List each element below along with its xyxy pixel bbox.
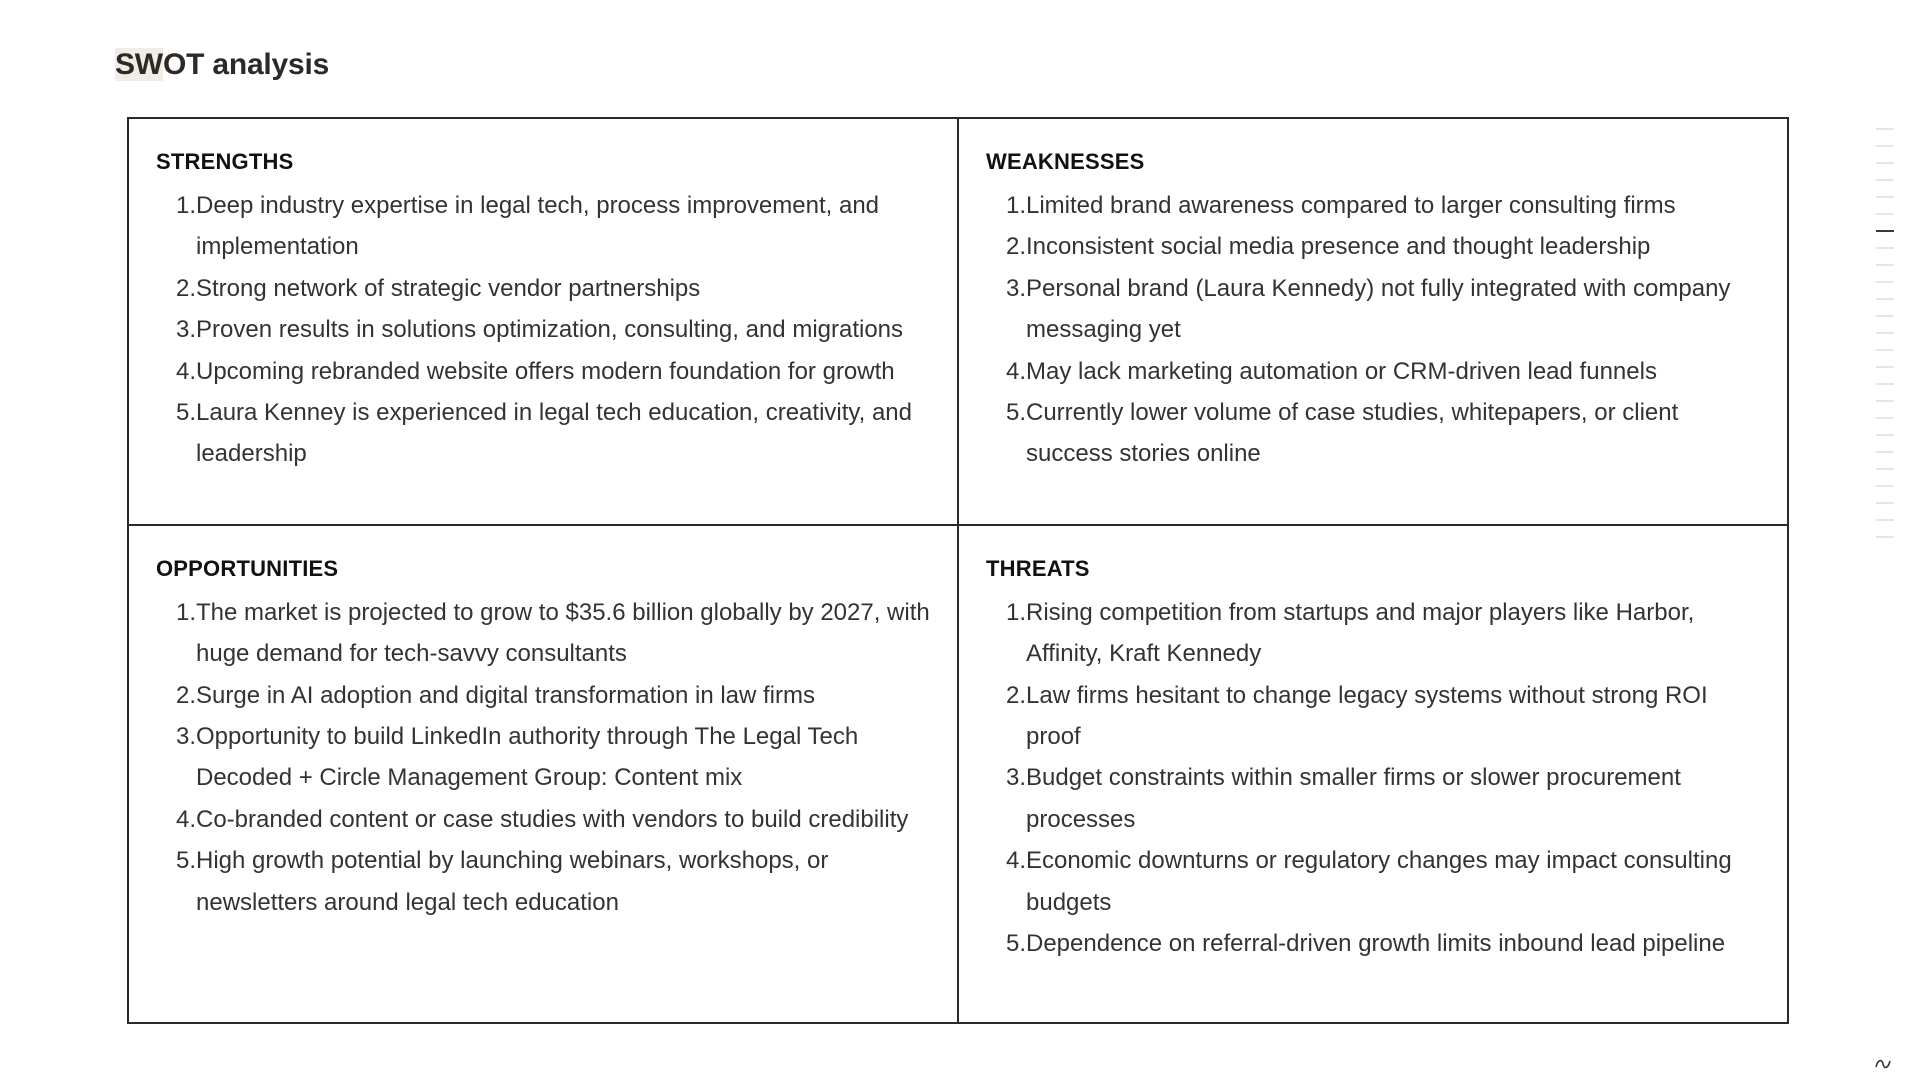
list-item bbox=[156, 268, 931, 309]
minimap-tick[interactable] bbox=[1876, 247, 1894, 249]
minimap-tick[interactable] bbox=[1876, 128, 1894, 130]
list-item bbox=[986, 675, 1761, 758]
list-item bbox=[156, 592, 931, 675]
list-item-number: 3. bbox=[1005, 764, 1026, 792]
list-item bbox=[986, 226, 1761, 267]
list-item-number: 2. bbox=[1005, 233, 1026, 261]
list-item-text: Proven results in solutions optimization, consulting, and migrations bbox=[196, 316, 904, 344]
list-item-text: Strong network of strategic vendor partnerships bbox=[196, 274, 701, 302]
minimap-tick[interactable] bbox=[1876, 179, 1894, 181]
list-item-text: Currently lower volume of case studies, whitepapers, or client success stories online bbox=[1026, 399, 1679, 468]
list-item-number: 2. bbox=[175, 681, 196, 709]
swot-row-top bbox=[128, 118, 1788, 525]
list-item-text: Limited brand awareness compared to larger consulting firms bbox=[1026, 192, 1676, 219]
minimap-tick-active[interactable] bbox=[1876, 230, 1894, 232]
minimap-tick[interactable] bbox=[1876, 349, 1894, 351]
list-item-text: May lack marketing automation or CRM-driven lead funnels bbox=[1026, 357, 1657, 385]
list-item bbox=[986, 268, 1761, 351]
list-item-text: Co-branded content or case studies with vendors to build credibility bbox=[196, 805, 909, 833]
list-item bbox=[986, 840, 1761, 923]
list-item-number: 4. bbox=[175, 805, 196, 833]
list-item bbox=[156, 799, 931, 840]
strengths-heading: STRENGTHS bbox=[156, 149, 294, 174]
opportunities-heading: OPPORTUNITIES bbox=[156, 555, 339, 581]
list-item bbox=[156, 675, 931, 716]
minimap-tick[interactable] bbox=[1876, 281, 1894, 283]
list-item bbox=[986, 351, 1761, 392]
minimap-tick[interactable] bbox=[1876, 519, 1894, 521]
swot-row-bottom bbox=[128, 525, 1788, 1023]
list-item-number: 5. bbox=[175, 399, 196, 427]
minimap-tick[interactable] bbox=[1876, 332, 1894, 334]
opportunities-list bbox=[156, 592, 931, 923]
list-item-number: 3. bbox=[175, 722, 196, 750]
list-item bbox=[986, 592, 1761, 675]
list-item-number: 4. bbox=[1005, 847, 1026, 875]
list-item-number: 1. bbox=[1005, 598, 1026, 626]
list-item-number: 1. bbox=[175, 598, 196, 626]
list-item-text: Personal brand (Laura Kennedy) not fully integrated with company messaging yet bbox=[1026, 274, 1731, 344]
weaknesses-cell[interactable] bbox=[958, 118, 1788, 525]
strengths-list bbox=[156, 185, 931, 475]
list-item bbox=[156, 716, 931, 799]
list-item-text: Opportunity to build LinkedIn authority through The Legal Tech Decoded + Circle Management Group: Content mix bbox=[196, 722, 859, 792]
threats-heading: THREATS bbox=[986, 555, 1090, 581]
minimap-tick[interactable] bbox=[1876, 485, 1894, 487]
minimap-tick[interactable] bbox=[1876, 417, 1894, 419]
list-item-number: 5. bbox=[1005, 399, 1026, 427]
list-item-number: 4. bbox=[1005, 357, 1026, 385]
threats-list bbox=[986, 592, 1761, 965]
list-item-text: Economic downturns or regulatory changes may impact consulting budgets bbox=[1026, 847, 1732, 916]
list-item bbox=[986, 923, 1761, 964]
page-title bbox=[115, 46, 329, 84]
weaknesses-list bbox=[986, 185, 1761, 475]
minimap-tick[interactable] bbox=[1876, 400, 1894, 402]
list-item-text: Inconsistent social media presence and thought leadership bbox=[1026, 233, 1651, 261]
list-item bbox=[156, 351, 931, 392]
minimap-tick[interactable] bbox=[1876, 264, 1894, 266]
list-item-number: 3. bbox=[175, 316, 196, 344]
list-item-text: Dependence on referral-driven growth limits inbound lead pipeline bbox=[1026, 929, 1726, 957]
list-item bbox=[156, 392, 931, 475]
list-item-number: 5. bbox=[1005, 929, 1026, 957]
minimap-tick[interactable] bbox=[1876, 366, 1894, 368]
strengths-cell[interactable] bbox=[128, 118, 958, 525]
title-highlight: SW bbox=[115, 48, 163, 81]
minimap-tick[interactable] bbox=[1876, 145, 1894, 147]
list-item-number: 2. bbox=[1005, 681, 1026, 709]
help-icon[interactable] bbox=[1874, 1057, 1892, 1076]
list-item-text: Budget constraints within smaller firms or slower procurement processes bbox=[1026, 764, 1681, 833]
list-item bbox=[156, 309, 931, 350]
list-item bbox=[156, 185, 931, 268]
weaknesses-heading: WEAKNESSES bbox=[986, 149, 1145, 174]
minimap-tick[interactable] bbox=[1876, 468, 1894, 470]
help-icon-svg bbox=[1874, 1057, 1892, 1071]
list-item-number: 4. bbox=[175, 357, 196, 385]
minimap-tick[interactable] bbox=[1876, 162, 1894, 164]
title-rest: OT analysis bbox=[162, 48, 330, 81]
minimap-tick[interactable] bbox=[1876, 383, 1894, 385]
list-item-text: The market is projected to grow to $35.6 billion globally by 2027, with huge demand for tech-savvy consultants bbox=[196, 598, 930, 668]
list-item-number: 1. bbox=[1005, 192, 1026, 219]
minimap-tick[interactable] bbox=[1876, 298, 1894, 300]
minimap-tick[interactable] bbox=[1876, 315, 1894, 317]
list-item bbox=[986, 757, 1761, 840]
list-item-number: 3. bbox=[1005, 274, 1026, 302]
list-item-text: High growth potential by launching webinars, workshops, or newsletters around legal tech education bbox=[196, 847, 829, 916]
opportunities-cell[interactable] bbox=[128, 525, 958, 1023]
list-item bbox=[986, 392, 1761, 475]
minimap-tick[interactable] bbox=[1876, 434, 1894, 436]
minimap-tick[interactable] bbox=[1876, 451, 1894, 453]
list-item-number: 2. bbox=[175, 274, 196, 302]
minimap-tick[interactable] bbox=[1876, 213, 1894, 215]
list-item-number: 5. bbox=[175, 847, 196, 875]
list-item bbox=[156, 840, 931, 923]
list-item-text: Surge in AI adoption and digital transformation in law firms bbox=[196, 681, 815, 709]
minimap-tick[interactable] bbox=[1876, 502, 1894, 504]
list-item bbox=[986, 185, 1761, 226]
minimap-tick[interactable] bbox=[1876, 536, 1894, 538]
list-item-text: Deep industry expertise in legal tech, process improvement, and implementation bbox=[196, 192, 880, 261]
outline-minimap[interactable] bbox=[1876, 128, 1896, 553]
minimap-tick[interactable] bbox=[1876, 196, 1894, 198]
list-item-text: Rising competition from startups and major players like Harbor, Affinity, Kraft Kennedy bbox=[1026, 598, 1695, 668]
list-item-text: Law firms hesitant to change legacy systems without strong ROI proof bbox=[1026, 681, 1708, 750]
list-item-text: Laura Kenney is experienced in legal tech education, creativity, and leadership bbox=[196, 399, 913, 468]
swot-table bbox=[127, 117, 1789, 1024]
threats-cell[interactable] bbox=[958, 525, 1788, 1023]
list-item-text: Upcoming rebranded website offers modern foundation for growth bbox=[196, 357, 895, 385]
list-item-number: 1. bbox=[175, 192, 196, 219]
